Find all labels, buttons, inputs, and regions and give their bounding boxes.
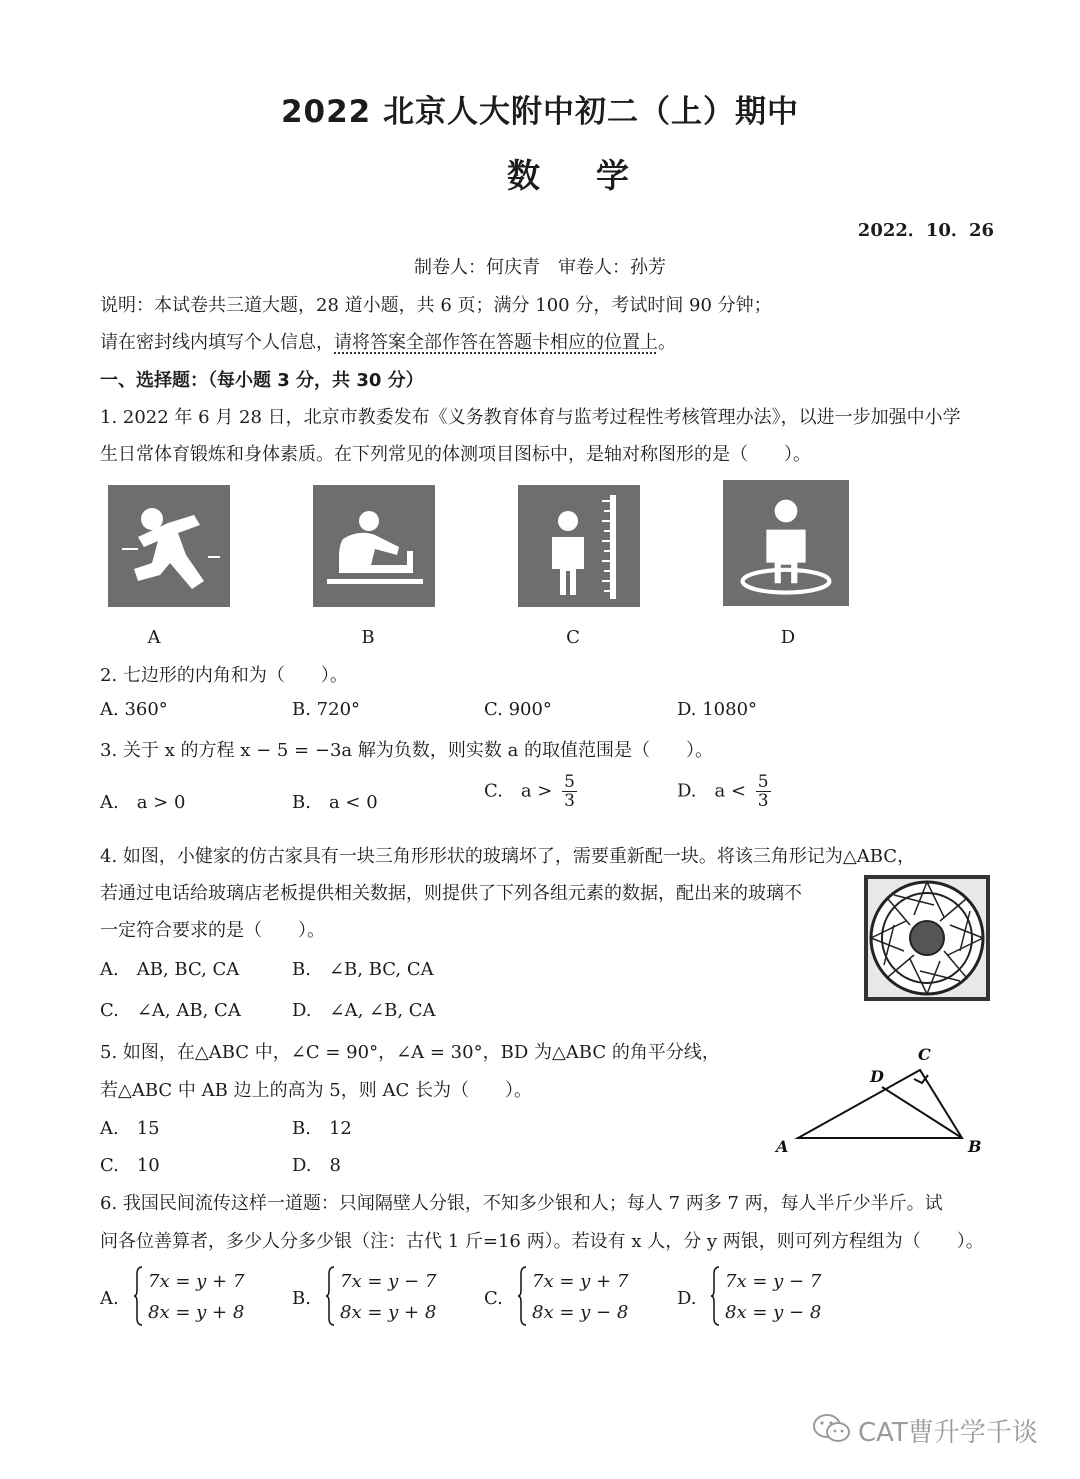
authors-line: 制卷人：何庆青 审卷人：孙芳 — [414, 257, 666, 278]
q4-option-c: C. ∠A, AB, CA — [100, 1000, 241, 1021]
fraction — [562, 773, 577, 810]
equation: 8x = y + 8 — [148, 1302, 245, 1323]
exam-date: 2022．10．26 — [857, 220, 994, 241]
q5-option-d: D. 8 — [292, 1155, 341, 1176]
q2-option-c: C. 900° — [484, 699, 552, 720]
q5-line-2: 若△ABC 中 AB 边上的高为 5，则 AC 长为（ ）。 — [100, 1080, 532, 1101]
wechat-icon — [812, 1412, 852, 1446]
q4-line-3: 一定符合要求的是（ ）。 — [100, 920, 325, 941]
left-brace-icon — [711, 1266, 720, 1326]
height-measure-icon — [518, 485, 640, 607]
vertex-label-c: C — [918, 1045, 931, 1064]
icon-label-b: B — [361, 627, 375, 648]
q3-option-a: A. a > 0 — [100, 792, 186, 813]
vertex-label-a: A — [776, 1137, 789, 1156]
q3-option-d — [677, 773, 771, 810]
vertex-label-d: D — [870, 1067, 884, 1086]
equation: 8x = y − 8 — [532, 1302, 629, 1323]
q2-stem: 2. 七边形的内角和为（ ）。 — [100, 665, 348, 686]
q6-option-c-label: C. — [484, 1288, 503, 1309]
q6-option-b-system — [326, 1266, 436, 1328]
equation: 8x = y + 8 — [340, 1302, 437, 1323]
q6-option-c-system — [518, 1266, 628, 1328]
equation: 7x = y − 7 — [725, 1271, 822, 1292]
icon-label-d: D — [780, 627, 796, 648]
watermark-text: CAT曹升学千谈 — [858, 1418, 1038, 1448]
q6-option-d-label: D. — [677, 1288, 697, 1309]
fraction-numerator: 5 — [757, 772, 769, 792]
q5-line-1: 5. 如图，在△ABC 中，∠C = 90°，∠A = 30°，BD 为△ABC 的角平分线， — [100, 1042, 720, 1063]
q1-line-1: 1. 2022 年 6 月 28 日，北京市教委发布《义务教育体育与监考过程性考核管理办法》，以进一步加强中小学 — [100, 407, 961, 428]
stained-glass-figure — [864, 875, 990, 1001]
q2-option-a: A. 360° — [100, 699, 168, 720]
q4-option-b: B. ∠B, BC, CA — [292, 959, 434, 980]
q4-option-a: A. AB, BC, CA — [100, 959, 240, 980]
q3-option-c — [484, 773, 577, 810]
page-title: 2022 北京人大附中初二（上）期中 — [280, 94, 800, 130]
fraction — [756, 773, 771, 810]
q3-option-c-text: C. a > — [484, 780, 553, 802]
fraction-numerator: 5 — [564, 772, 575, 792]
q5-option-c: C. 10 — [100, 1155, 160, 1176]
q6-option-d-system — [711, 1266, 821, 1328]
q6-option-a-label: A. — [100, 1288, 119, 1309]
equation: 7x = y + 7 — [532, 1271, 629, 1292]
vertex-label-b: B — [968, 1137, 982, 1156]
section-heading: 一、选择题：（每小题 3 分，共 30 分） — [100, 370, 424, 391]
instruction-prefix: 请在密封线内填写个人信息， — [100, 332, 334, 353]
equation: 7x = y + 7 — [148, 1271, 245, 1292]
sit-and-reach-icon — [313, 485, 435, 607]
fraction-denominator: 3 — [757, 791, 769, 811]
instruction-line-1: 说明：本试卷共三道大题，28 道小题，共 6 页；满分 100 分，考试时间 90 分钟； — [100, 295, 772, 316]
triangle-figure — [770, 1040, 1000, 1160]
q4-line-2: 若通过电话给玻璃店老板提供相关数据，则提供了下列各组元素的数据，配出来的玻璃不 — [100, 883, 802, 904]
q5-option-b: B. 12 — [292, 1118, 352, 1139]
q6-line-1: 6. 我国民间流传这样一道题：只闻隔壁人分银，不知多少银和人；每人 7 两多 7 两，每人半斤少半斤。试 — [100, 1193, 943, 1214]
fraction-denominator: 3 — [564, 791, 575, 811]
subject-title: 数学 — [507, 156, 685, 195]
instruction-suffix: 。 — [658, 332, 676, 353]
equation: 7x = y − 7 — [340, 1271, 437, 1292]
q4-line-1: 4. 如图，小健家的仿古家具有一块三角形形状的玻璃坏了，需要重新配一块。将该三角形记为△ABC， — [100, 846, 916, 867]
q3-option-b: B. a < 0 — [292, 792, 378, 813]
q5-option-a: A. 15 — [100, 1118, 160, 1139]
q6-line-2: 问各位善算者，多少人分多少银（注：古代 1 斤=16 两）。若设有 x 人，分 y 两银，则可列方程组为（ ）。 — [100, 1231, 984, 1252]
instruction-emphasis: 请将答案全部作答在答题卡相应的位置上 — [334, 332, 658, 353]
left-brace-icon — [134, 1266, 143, 1326]
instruction-line-2 — [100, 328, 676, 354]
q2-option-b: B. 720° — [292, 699, 361, 720]
q6-option-b-label: B. — [292, 1288, 311, 1309]
q2-option-d: D. 1080° — [677, 699, 758, 720]
standing-jump-icon — [723, 480, 849, 606]
running-person-icon — [108, 485, 230, 607]
q4-option-d: D. ∠A, ∠B, CA — [292, 1000, 436, 1021]
icon-label-a: A — [147, 627, 161, 648]
q1-line-2: 生日常体育锻炼和身体素质。在下列常见的体测项目图标中，是轴对称图形的是（ ）。 — [100, 444, 811, 465]
q6-option-a-system — [134, 1266, 244, 1328]
q3-stem: 3. 关于 x 的方程 x − 5 = −3a 解为负数，则实数 a 的取值范围是（ ）。 — [100, 740, 714, 761]
left-brace-icon — [518, 1266, 527, 1326]
left-brace-icon — [326, 1266, 335, 1326]
q3-option-d-text: D. a < — [677, 780, 747, 802]
equation: 8x = y − 8 — [725, 1302, 822, 1323]
icon-label-c: C — [566, 627, 580, 648]
